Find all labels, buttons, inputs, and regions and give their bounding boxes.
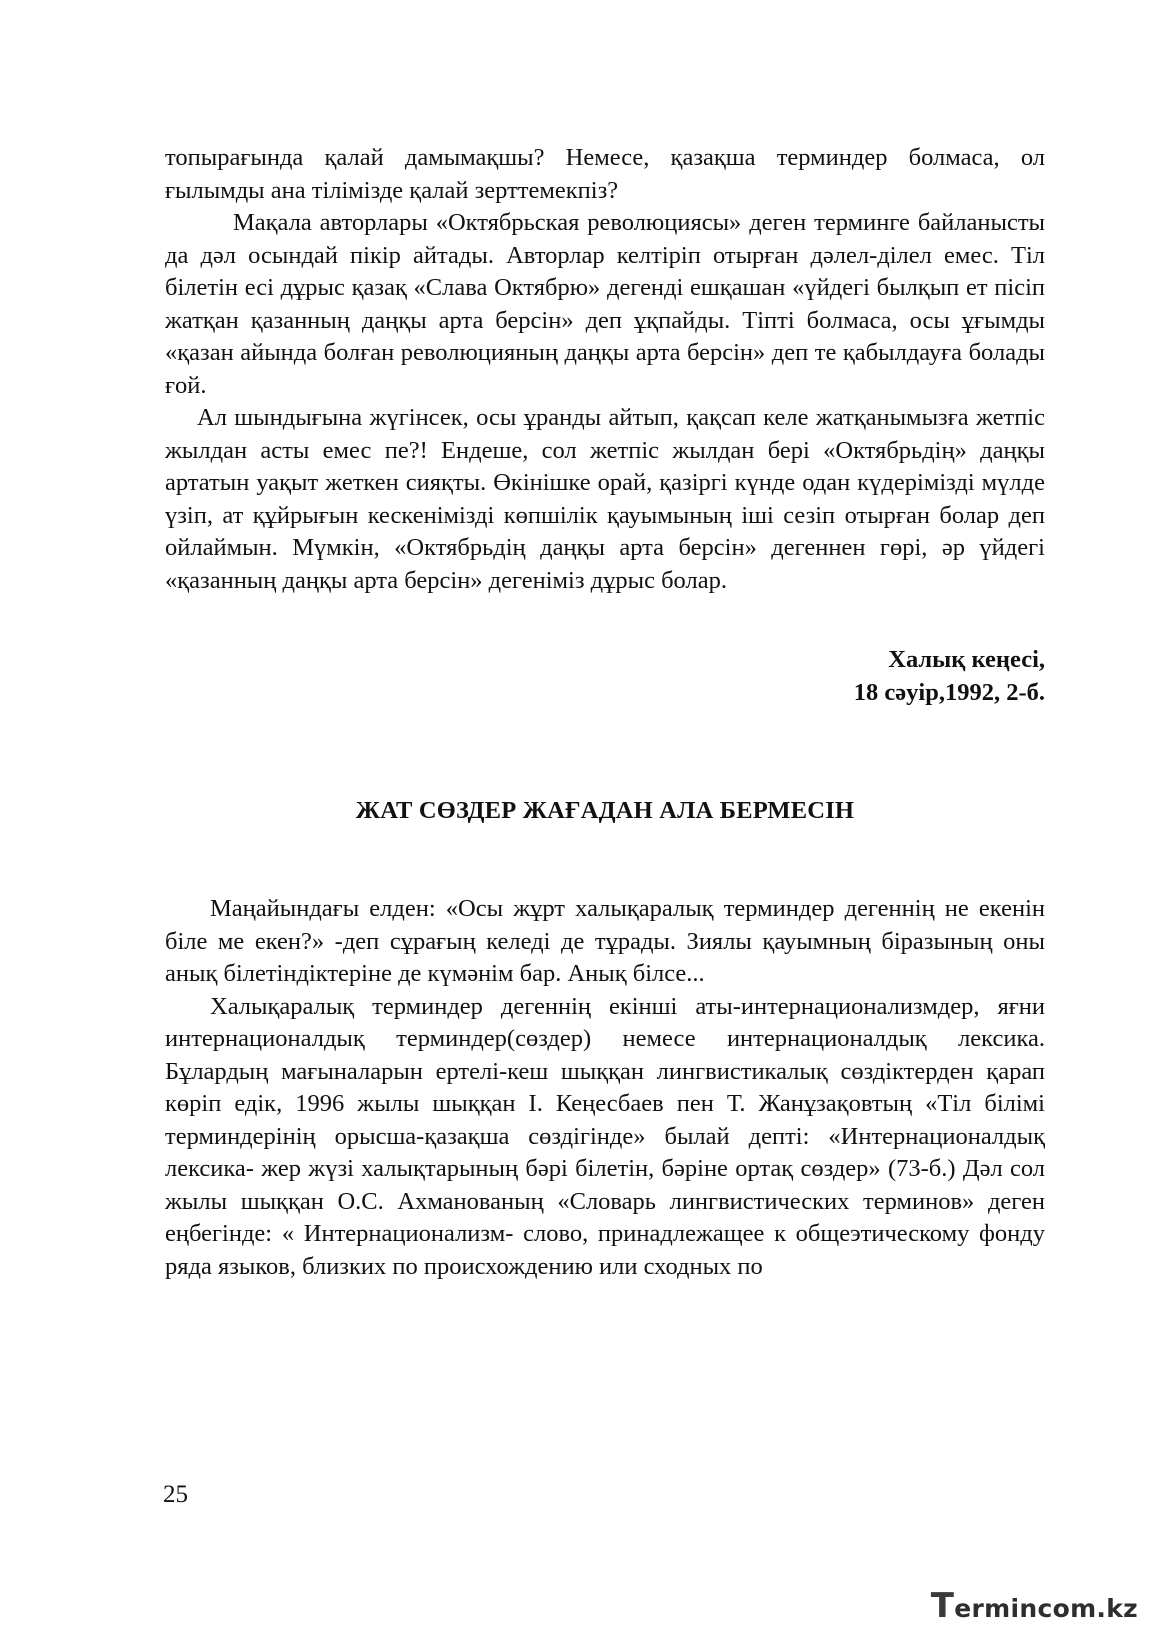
paragraph: топырағында қалай дамымақшы? Немесе, қазақша терминдер болмаса, ол ғылымды ана тілімізде қалай зерттемекпіз? (165, 144, 1045, 204)
magnifier-o-icon: o (1052, 1594, 1071, 1623)
site-watermark-logo (931, 1588, 1138, 1624)
text-block-continued (165, 142, 1045, 597)
paragraph: Маңайындағы елден: «Осы жұрт халықаралық терминдер дегеннің не екенін біле ме екен?» -деп сұрағың келеді де тұрады. Зиялы қауымның біразының оны анық білетіндіктеріне де күмәнім бар. Анық білсе... (165, 895, 1045, 987)
source-signature (854, 643, 1045, 709)
text-block-article (165, 893, 1045, 1283)
watermark-text: Termincom.kz (930, 1586, 1138, 1626)
signature-date: 18 сәуір,1992, 2-б. (853, 679, 1045, 706)
article-title: ЖАТ СӨЗДЕР ЖАҒАДАН АЛА БЕРМЕСІН (355, 797, 855, 824)
page-number: 25 (163, 1481, 188, 1508)
paragraph: Халықаралық терминдер дегеннің екінші аты-интернационализмдер, яғни интернационалдық терминдер(сөздер) немесе интернационалдық лексика. Бұлардың мағыналарын ертелі-кеш шыққан лингвистикалық сөздіктерден қарап көріп едік, 1996 жылы шыққан І. Кеңесбаев пен Т. Жанұзақовтың «Тіл білімі терминдерінің орысша-қазақша сөздігінде» былай депті: «Интернационалдық лексика- жер жүзі халықтарының бәрі білетін, бәріне ортақ сөздер» (73-б.) Дәл сол жылы шыққан О.С. Ахманованың «Словарь лингвистических терминов» деген еңбегінде: « Интернационализм- слово, принадлежащее к общеэтическому фонду ряда языков, близких по происхождению или сходных по (165, 992, 1045, 1280)
paragraph: Мақала авторлары «Октябрьская революциясы» деген терминге байланысты да дәл осындай пікір айтады. Авторлар келтіріп отырған дәлел-ділел емес. Тіл білетін есі дұрыс қазақ «Слава Октябрю» дегенді ешқашан «үйдегі былқып ет пісіп жатқан қазанның даңқы арта берсін» деп ұқпайды. Тіпті болмаса, осы ұғымды «қазан айында болған революцияның даңқы арта берсін» деп те қабылдауға болады ғой. (165, 209, 1045, 399)
paragraph: Ал шындығына жүгінсек, осы ұранды айтып, қақсап келе жатқанымызға жетпіс жылдан асты емес пе?! Ендеше, сол жетпіс жылдан бері «Октябрьдің» даңқы артатын уақыт жеткен сияқты. Өкінішке орай, қазіргі күнде одан күдерімізді мүлде үзіп, ат құйрығын кескенімізді көпшілік қауымының іші сезіп отырған болар деп ойлаймын. Мүмкін, «Октябрьдің даңқы арта берсін» дегеннен гөрі, әр үйдегі «қазанның даңқы арта берсін» дегеніміз дұрыс болар. (165, 404, 1045, 594)
signature-publication: Халық кеңесі, (888, 646, 1045, 673)
